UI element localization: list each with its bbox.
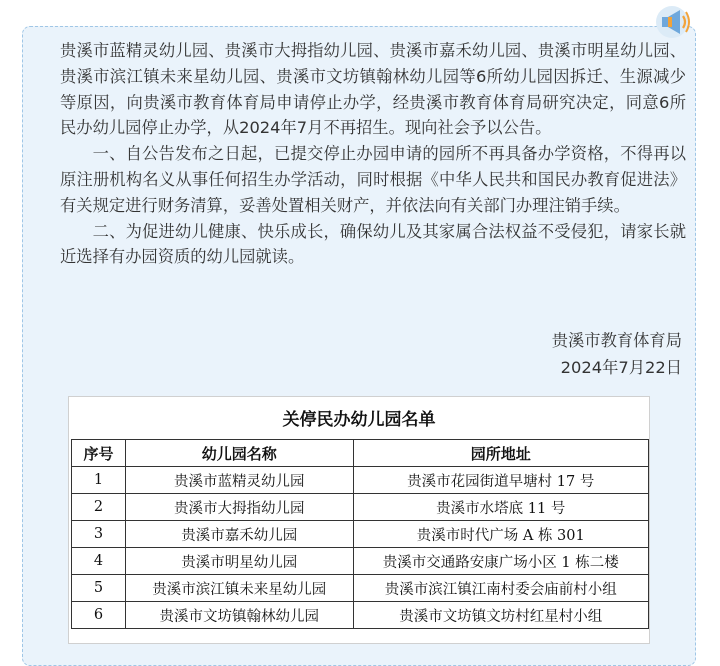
header-address: 园所地址: [353, 440, 649, 467]
row-address: 贵溪市花园街道早塘村 17 号: [353, 467, 649, 494]
table-row: [72, 575, 649, 602]
row-index: 5: [72, 575, 126, 602]
closure-table: [71, 439, 649, 629]
row-name: 贵溪市文坊镇翰林幼儿园: [125, 602, 353, 629]
notice-paragraph-intro: 贵溪市蓝精灵幼儿园、贵溪市大拇指幼儿园、贵溪市嘉禾幼儿园、贵溪市明星幼儿园、贵溪市滨江镇未来星幼儿园、贵溪市文坊镇翰林幼儿园等6所幼儿园因拆迁、生源减少等原因，向贵溪市教育体育局申请停止办学，经贵溪市教育体育局研究决定，同意6所民办幼儿园停止办学，从2024年7月不再招生。现向社会予以公告。: [60, 41, 686, 138]
row-index: 1: [72, 467, 126, 494]
row-address: 贵溪市水塔底 11 号: [353, 494, 649, 521]
table-row: [72, 521, 649, 548]
row-name: 贵溪市蓝精灵幼儿园: [125, 467, 353, 494]
row-index: 2: [72, 494, 126, 521]
row-name: 贵溪市大拇指幼儿园: [125, 494, 353, 521]
table-row: [72, 494, 649, 521]
table-title: 关停民办幼儿园名单: [282, 410, 436, 430]
row-index: 6: [72, 602, 126, 629]
row-address: 贵溪市时代广场 A 栋 301: [353, 521, 649, 548]
row-address: 贵溪市文坊镇文坊村红星村小组: [353, 602, 649, 629]
notice-body: [60, 38, 686, 270]
table-header-row: [72, 440, 649, 467]
row-name: 贵溪市明星幼儿园: [125, 548, 353, 575]
notice-date: 2024年7月22日: [560, 358, 682, 377]
header-name: 幼儿园名称: [125, 440, 353, 467]
closure-list-panel: [68, 396, 650, 644]
notice-paragraph-2: 二、为促进幼儿健康、快乐成长，确保幼儿及其家属合法权益不受侵犯，请家长就近选择有办园资质的幼儿园就读。: [60, 221, 686, 267]
row-name: 贵溪市嘉禾幼儿园: [125, 521, 353, 548]
table-row: [72, 467, 649, 494]
table-row: [72, 602, 649, 629]
row-address: 贵溪市交通路安康广场小区 1 栋二楼: [353, 548, 649, 575]
megaphone-icon: [654, 2, 696, 42]
table-row: [72, 548, 649, 575]
header-index: 序号: [72, 440, 126, 467]
row-address: 贵溪市滨江镇江南村委会庙前村小组: [353, 575, 649, 602]
row-name: 贵溪市滨江镇未来星幼儿园: [125, 575, 353, 602]
notice-paragraph-1: 一、自公告发布之日起，已提交停止办园申请的园所不再具备办学资格，不得再以原注册机构名义从事任何招生办学活动，同时根据《中华人民共和国民办教育促进法》有关规定进行财务清算，妥善处置相关财产，并依法向有关部门办理注销手续。: [60, 144, 686, 215]
row-index: 3: [72, 521, 126, 548]
row-index: 4: [72, 548, 126, 575]
notice-signature: 贵溪市教育体育局: [551, 331, 682, 350]
